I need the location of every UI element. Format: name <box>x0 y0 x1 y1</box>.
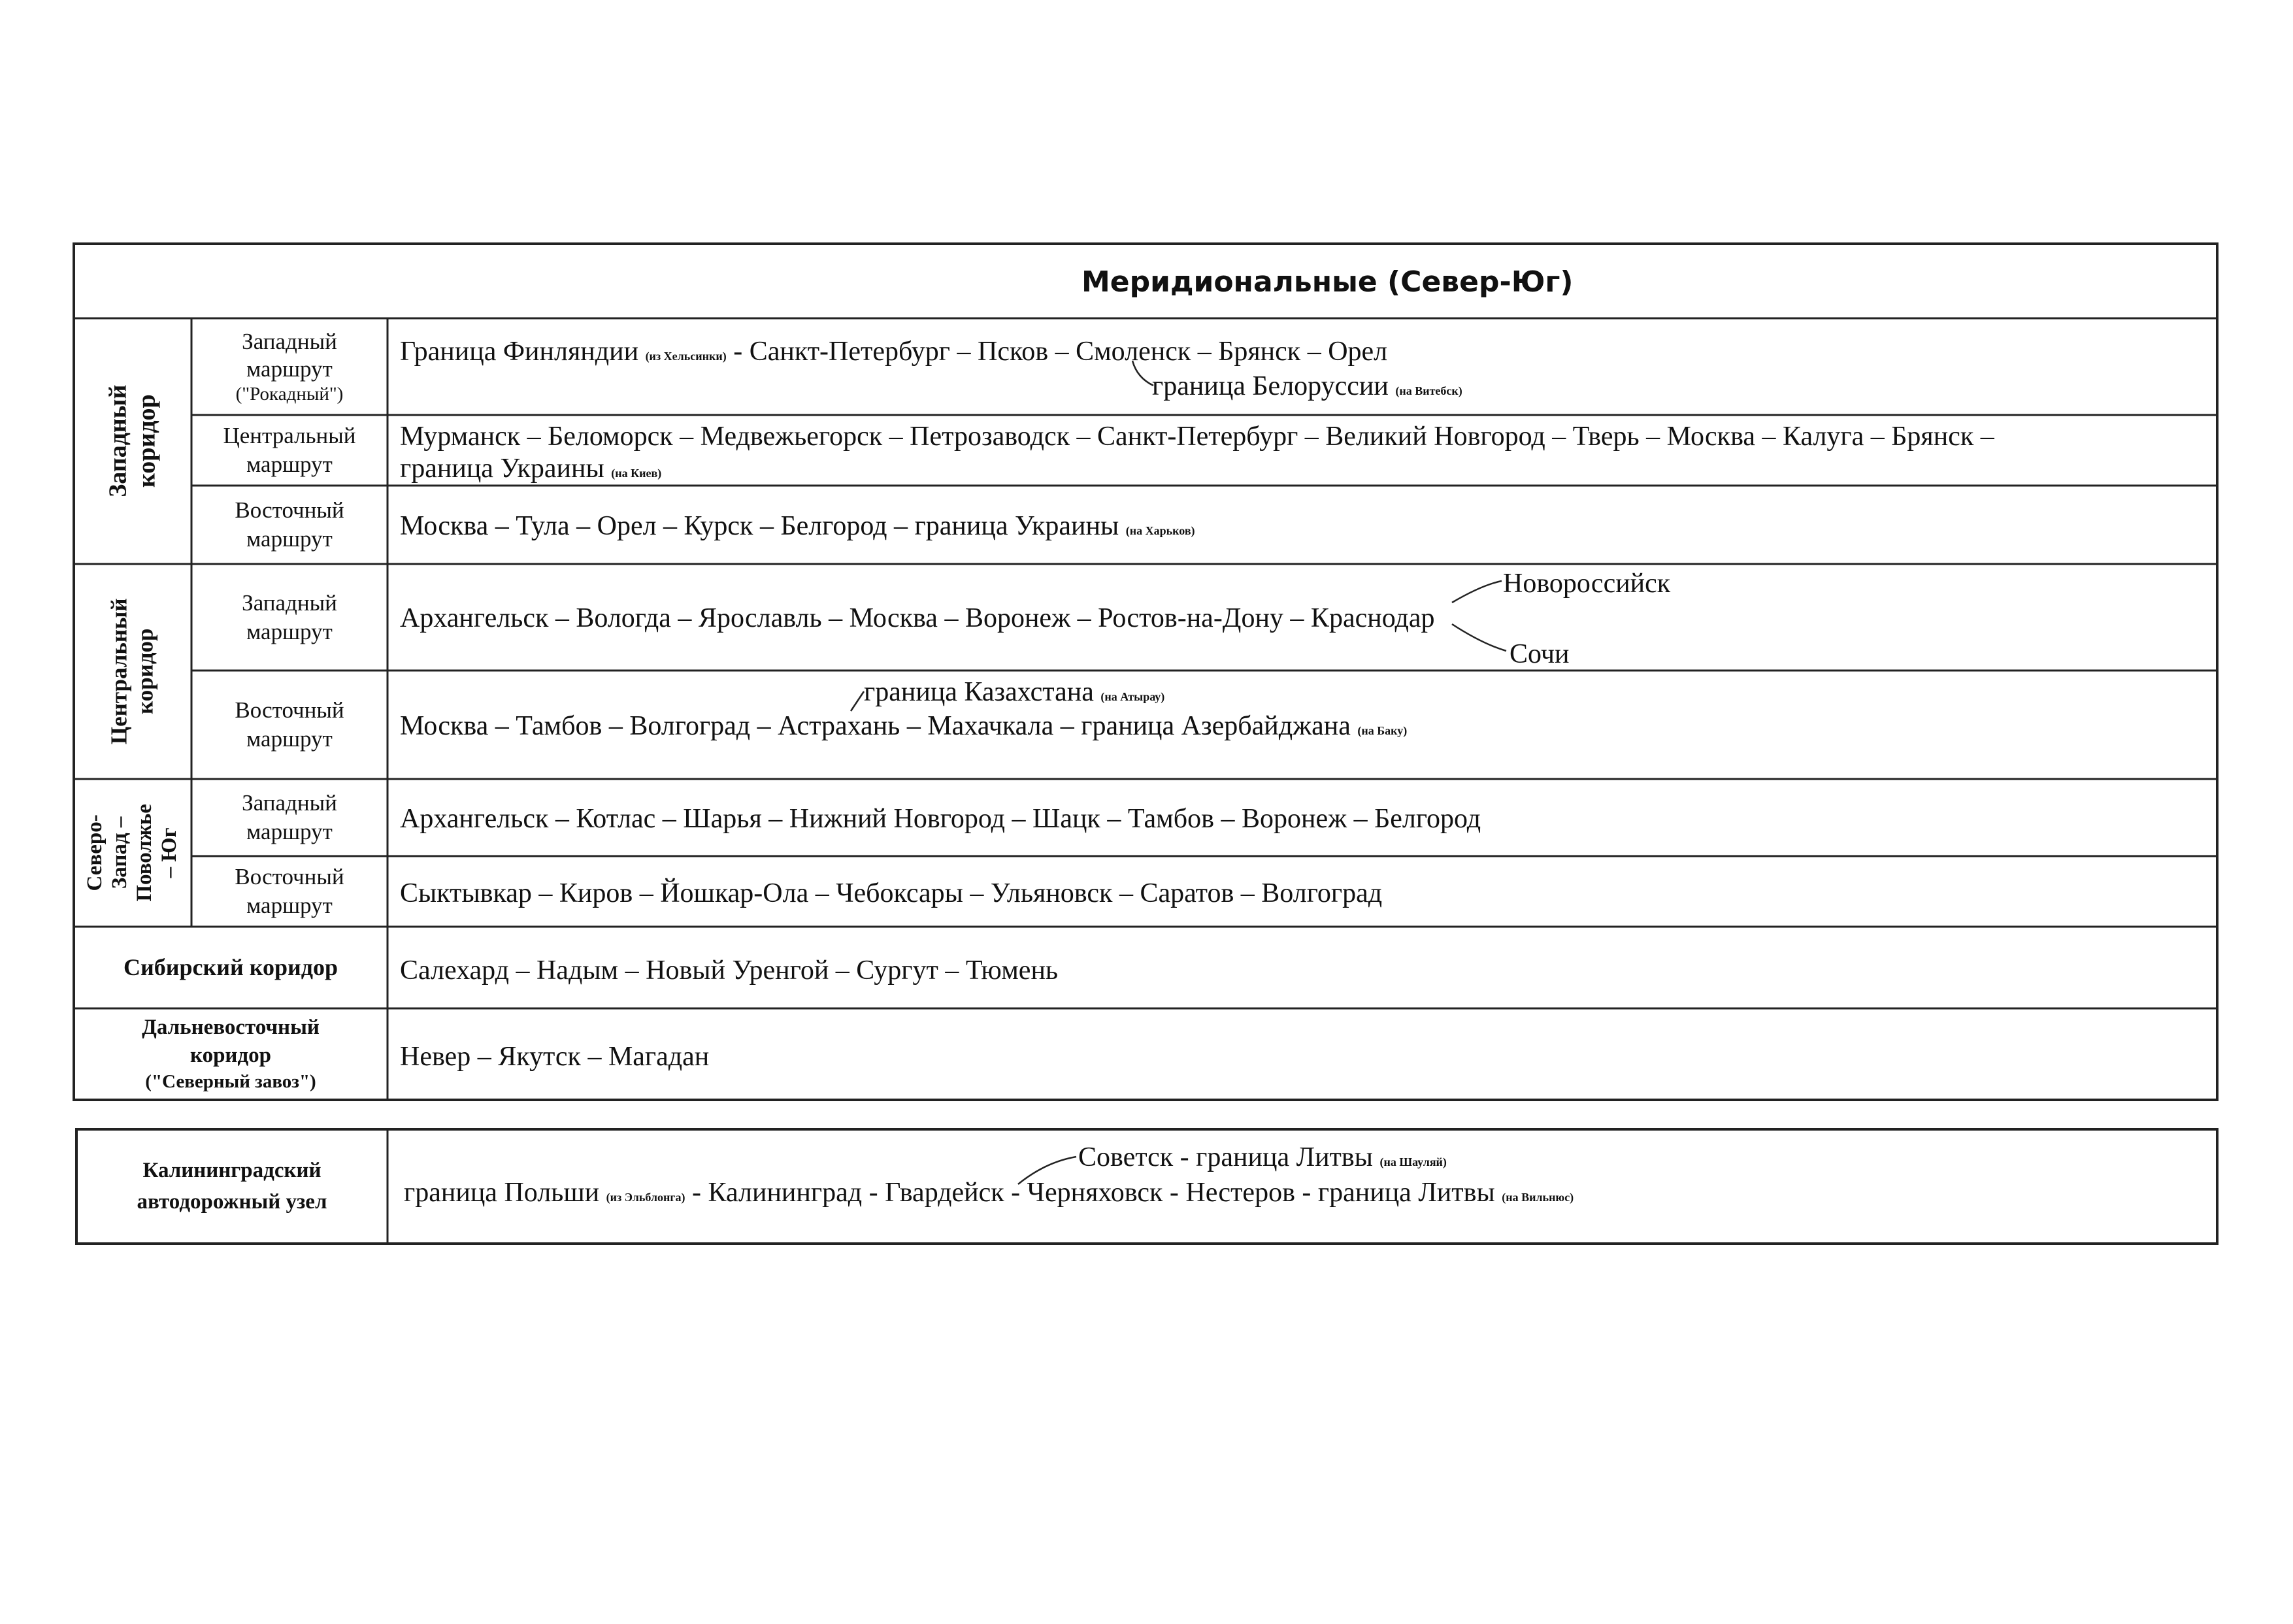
route-9: Невер – Якутск – Магадан <box>400 1042 710 1072</box>
route-10-note-a: (из Эльблонга) <box>606 1191 685 1204</box>
corridor-western-label: Западный коридор <box>104 384 160 498</box>
route-label-c-west-line2: маршрут <box>246 618 333 644</box>
corridor-fareast-line2: коридор <box>190 1044 271 1068</box>
corridor-fareast-line1: Дальневосточный <box>142 1016 320 1040</box>
route-5-main <box>400 712 1407 740</box>
route-10-main <box>404 1179 1574 1206</box>
corridor-kaliningrad <box>76 1129 388 1244</box>
route-label-w-east <box>191 486 388 564</box>
route-label-w-central-line1: Центральный <box>223 423 356 449</box>
route-label-w-central-line2: маршрут <box>246 452 333 477</box>
route-label-w-west <box>191 318 388 415</box>
route-10-branch <box>1078 1144 1447 1171</box>
corridor-fareast <box>74 1008 388 1100</box>
route-label-c-east-line2: маршрут <box>246 726 333 752</box>
route-1-branch-text: граница Белоруссии <box>1152 371 1396 401</box>
route-label-w-west-line1: Западный <box>242 328 337 354</box>
route-10-branch-note: (на Шауляй) <box>1379 1155 1447 1168</box>
route-5-branch-text: граница Казахстана <box>864 677 1101 707</box>
route-1-branch-note: (на Витебск) <box>1395 384 1462 397</box>
route-label-c-east-line1: Восточный <box>235 697 344 723</box>
route-3-note: (на Харьков) <box>1125 524 1195 537</box>
route-label-w-east-line2: маршрут <box>246 526 333 552</box>
route-label-w-east-line1: Восточный <box>235 497 344 523</box>
route-label-n-east-line1: Восточный <box>235 864 344 890</box>
route-3-text: Москва – Тула – Орел – Курск – Белгород – граница Украины <box>400 511 1126 541</box>
route-4-branch-novorossiysk: Новороссийск <box>1503 569 1671 599</box>
route-2-note: (на Киев) <box>611 467 662 480</box>
route-5-text: Москва – Тамбов – Волгоград – Астрахань – Махачкала – граница Азербайджана <box>400 711 1358 741</box>
route-label-c-east <box>191 671 388 779</box>
route-1-text-a: Граница Финляндии <box>400 337 646 367</box>
route-label-w-west-line3: ("Рокадный") <box>235 383 344 405</box>
route-5-branch <box>864 678 1164 706</box>
route-label-n-west <box>191 779 388 856</box>
route-label-n-east <box>191 856 388 927</box>
route-10-text-a: граница Польши <box>404 1178 606 1208</box>
route-8: Салехард – Надым – Новый Уренгой – Сургут – Тюмень <box>400 955 1059 986</box>
route-4-main: Архангельск – Вологда – Ярославль – Москва – Воронеж – Ростов-на-Дону – Краснодар <box>400 603 1435 633</box>
route-5-note: (на Баку) <box>1357 724 1408 737</box>
corridor-nwvs <box>74 779 191 927</box>
route-2-line1: Мурманск – Беломорск – Медвежьегорск – Петрозаводск – Санкт-Петербург – Великий Новгород – Тверь – Москва – Калуга – Брянск – <box>400 422 1994 452</box>
main-table-border <box>74 244 2217 1100</box>
corridor-central <box>74 564 191 779</box>
corridor-nwvs-label: Северо- Запад – Поволжье – Юг <box>83 804 181 902</box>
route-10-text-b: - Калининград - Гвардейск - Черняховск - Нестеров - граница Литвы <box>685 1178 1502 1208</box>
route-label-n-west-line2: маршрут <box>246 819 333 844</box>
branch-connector-sochi <box>1452 624 1506 651</box>
route-1-text-b: - Санкт-Петербург – Псков – Смоленск – Брянск – Орел <box>726 337 1388 367</box>
route-6: Архангельск – Котлас – Шарья – Нижний Новгород – Шацк – Тамбов – Воронеж – Белгород <box>400 804 1481 834</box>
route-1-note-a: (из Хельсинки) <box>645 350 727 363</box>
route-3 <box>400 512 1195 540</box>
corridor-kaliningrad-line1: Калининградский <box>142 1158 322 1182</box>
corridor-central-label: Центральный коридор <box>106 598 158 745</box>
route-label-w-central <box>191 415 388 486</box>
route-label-c-west <box>191 564 388 671</box>
corridor-siberian <box>74 927 388 1008</box>
route-4-branch-sochi: Сочи <box>1509 639 1570 669</box>
corridor-kaliningrad-line2: автодорожный узел <box>137 1189 327 1214</box>
route-5-branch-note: (на Атырау) <box>1100 690 1165 703</box>
route-label-c-west-line1: Западный <box>242 589 337 616</box>
route-2-line2-text: граница Украины <box>400 454 612 484</box>
route-10-note-b: (на Вильнюс) <box>1502 1191 1574 1204</box>
route-10-branch-text: Советск - граница Литвы <box>1078 1142 1380 1172</box>
branch-connector-novorossiysk <box>1452 581 1502 603</box>
route-label-w-west-line2: маршрут <box>246 356 333 382</box>
route-label-n-east-line2: маршрут <box>246 893 333 918</box>
route-1-branch <box>1152 373 1462 400</box>
route-1-main <box>400 338 1387 365</box>
route-7: Сыктывкар – Киров – Йошкар-Ола – Чебоксары – Ульяновск – Саратов – Волгоград <box>400 878 1383 908</box>
route-2-line2 <box>400 455 661 482</box>
corridor-western <box>74 318 191 564</box>
corridor-fareast-line3: ("Северный завоз") <box>145 1071 316 1093</box>
route-label-n-west-line1: Западный <box>242 790 337 816</box>
branch-connector-kazakhstan <box>851 691 864 711</box>
corridor-siberian-label: Сибирский коридор <box>124 954 338 980</box>
page-title: Меридиональные (Север-Юг) <box>1081 265 1574 299</box>
